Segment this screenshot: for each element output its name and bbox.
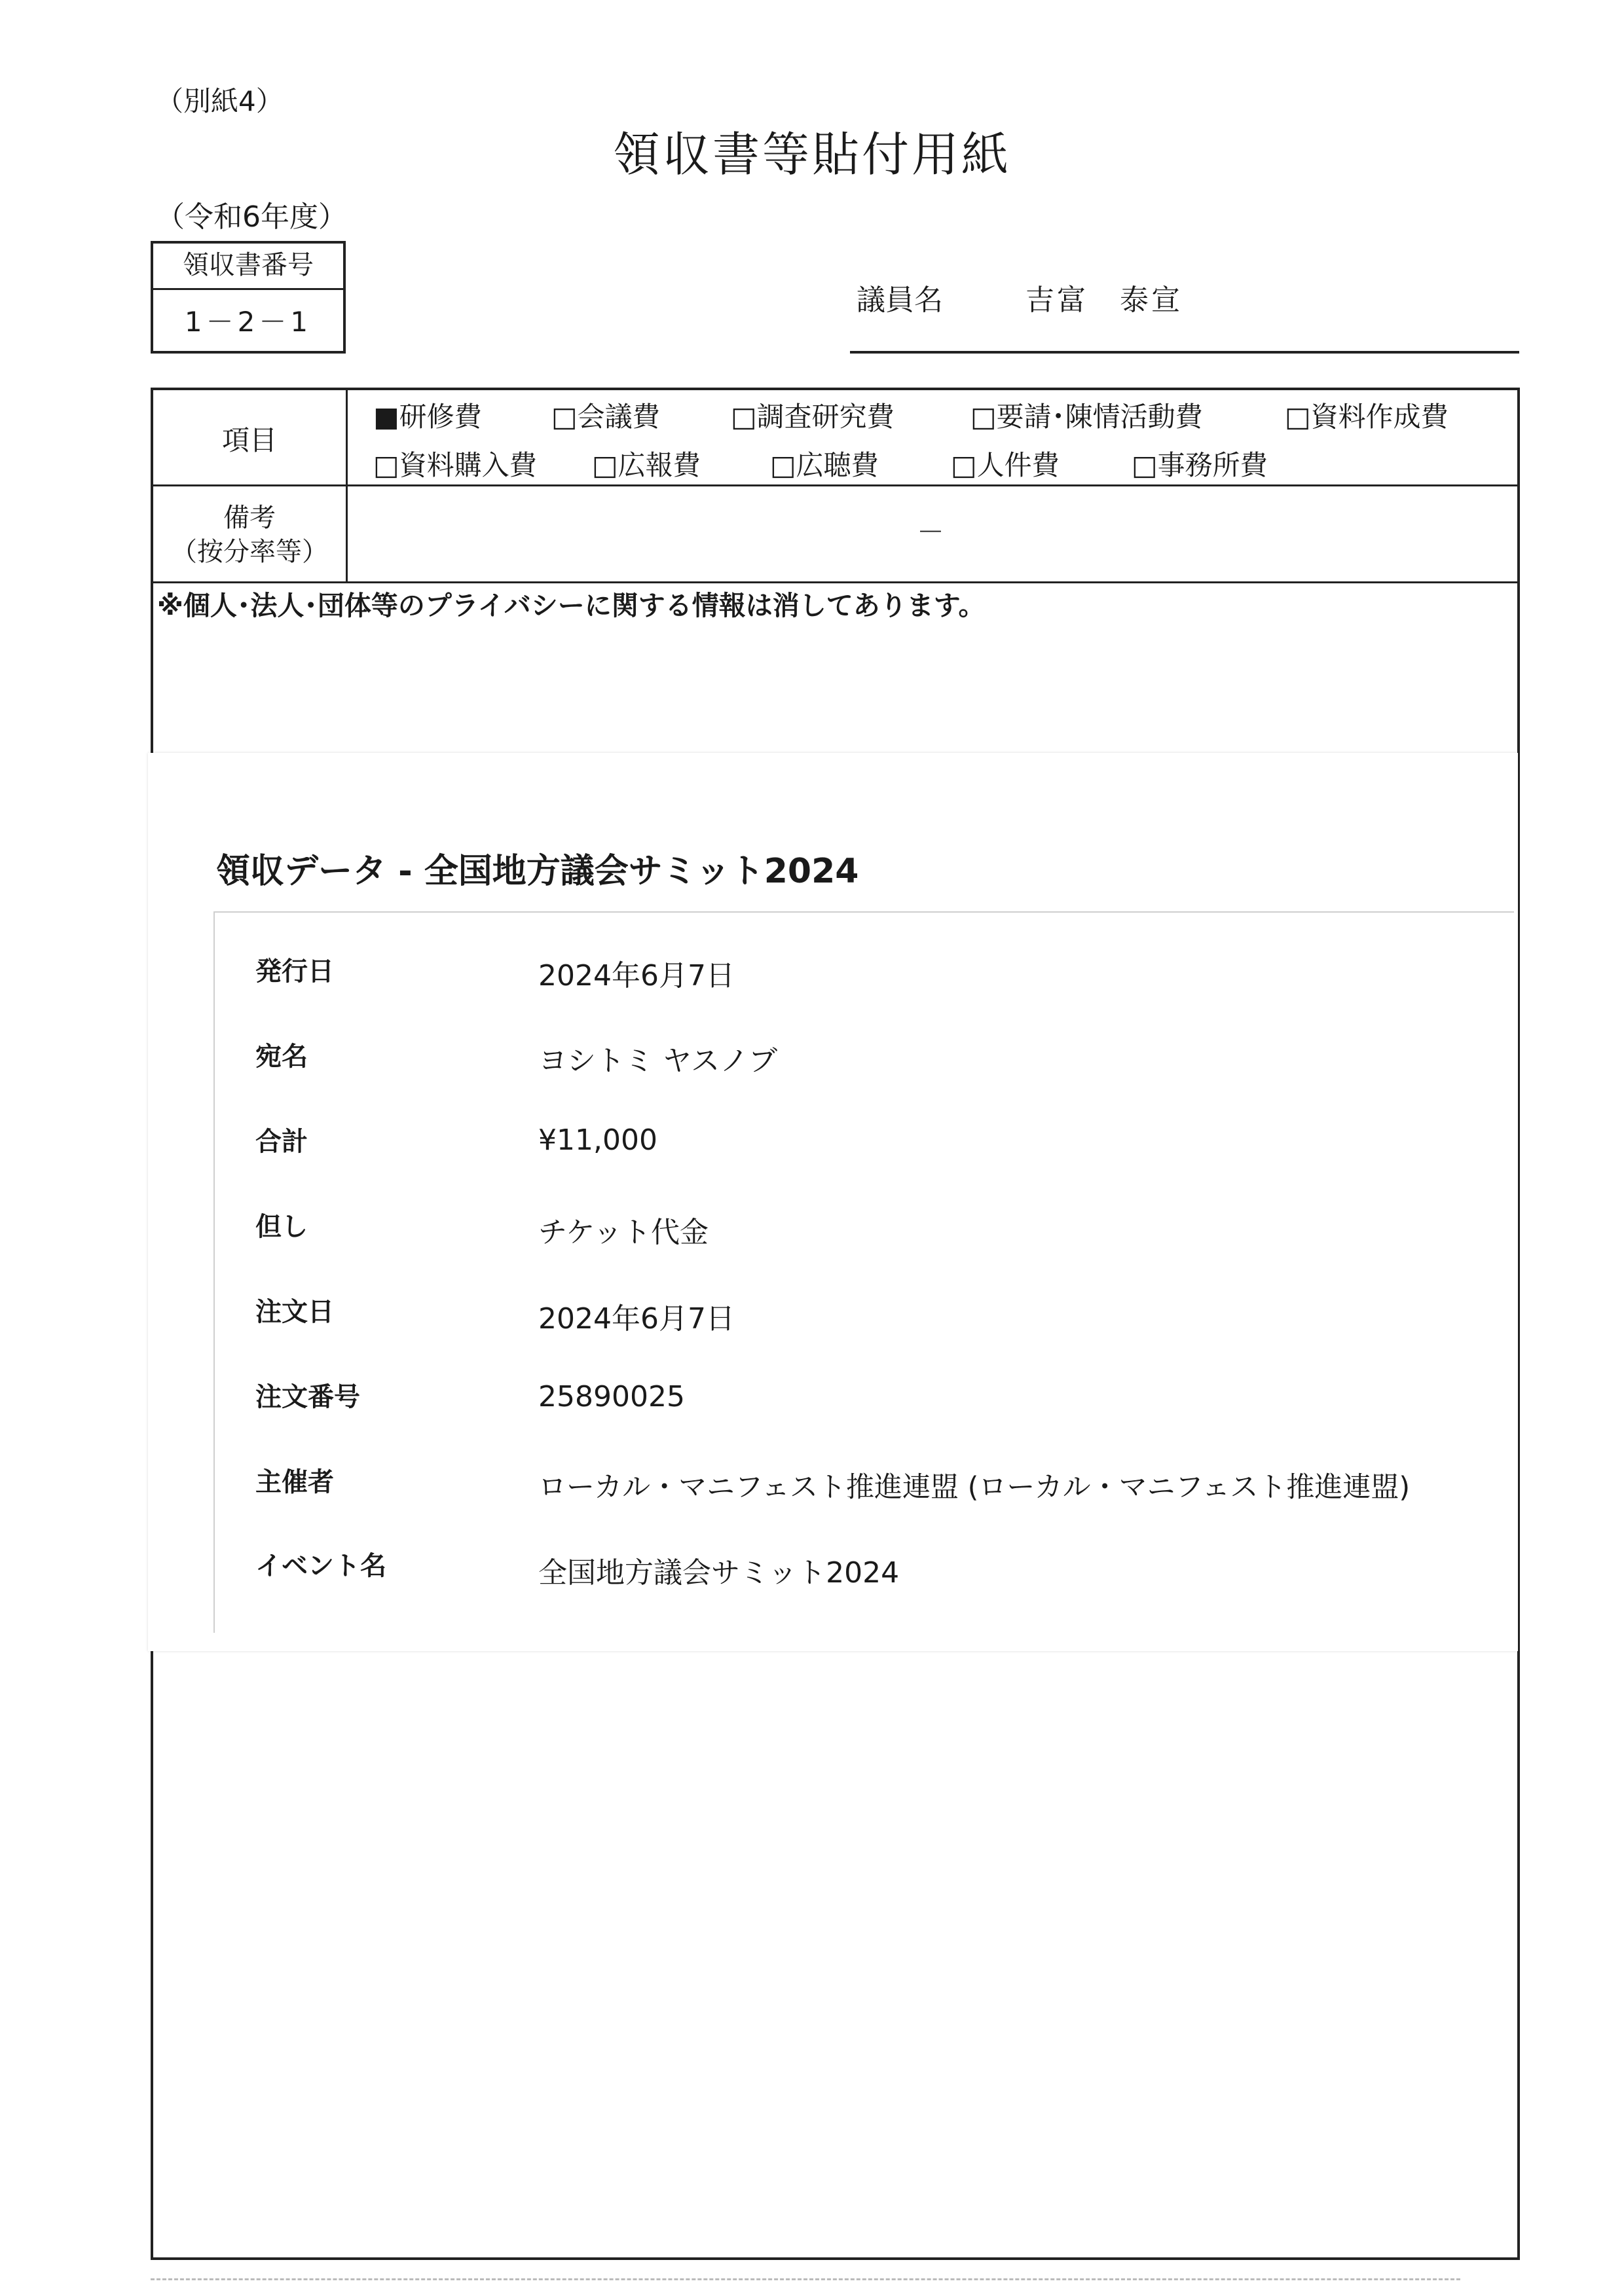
receipt-row-label: 主催者 bbox=[255, 1467, 334, 1497]
receipt-row-value: ヨシトミ ヤスノブ bbox=[538, 1044, 778, 1078]
receipt-row-label: 発行日 bbox=[255, 957, 334, 987]
member-name: 吉富 泰宣 bbox=[1025, 283, 1183, 317]
receipt-row-value: ¥11,000 bbox=[538, 1123, 657, 1157]
receipt-number-box bbox=[151, 241, 346, 354]
category-office: □事務所費 bbox=[1132, 449, 1268, 481]
annex-label: （別紙4） bbox=[156, 85, 284, 117]
member-label: 議員名 bbox=[857, 283, 943, 317]
receipt-row-value: チケット代金 bbox=[538, 1216, 709, 1249]
receipt-row-value: 2024年6月7日 bbox=[538, 959, 735, 993]
row-divider-1 bbox=[151, 484, 1520, 486]
note-value: － bbox=[917, 516, 945, 548]
note-label-line-1: 備考 bbox=[223, 503, 276, 533]
fiscal-year: （令和6年度） bbox=[156, 200, 347, 234]
receipt-row-value: 25890025 bbox=[538, 1380, 685, 1413]
category-training: ■研修費 bbox=[373, 401, 482, 433]
receipt-row-label: 注文日 bbox=[255, 1297, 334, 1327]
receipt-row-value: 全国地方議会サミット2024 bbox=[538, 1556, 900, 1590]
item-label bbox=[152, 393, 347, 484]
receipt-row-label: イベント名 bbox=[255, 1551, 386, 1581]
category-material-purchase: □資料購入費 bbox=[373, 449, 537, 481]
row-divider-2 bbox=[151, 581, 1520, 583]
category-research: □調査研究費 bbox=[731, 401, 895, 433]
item-label-text: 項目 bbox=[221, 424, 277, 456]
category-public-relations: □広報費 bbox=[592, 449, 701, 481]
receipt-table bbox=[213, 911, 1514, 1633]
category-public-hearing: □広聴費 bbox=[770, 449, 879, 481]
note-label bbox=[152, 487, 347, 583]
privacy-notice: ※個人･法人･団体等のプライバシーに関する情報は消してあります。 bbox=[157, 590, 986, 621]
receipt-heading: 領収データ - 全国地方議会サミット2024 bbox=[216, 852, 859, 891]
category-document-creation: □資料作成費 bbox=[1285, 401, 1449, 433]
member-underline bbox=[850, 351, 1519, 354]
receipt-number-value: 1－2－1 bbox=[184, 306, 312, 338]
receipt-row-label: 注文番号 bbox=[255, 1382, 360, 1412]
scan-edge bbox=[151, 2278, 1460, 2280]
category-meeting: □会議費 bbox=[551, 401, 660, 433]
category-petition: □要請･陳情活動費 bbox=[970, 401, 1203, 433]
receipt-row-label: 合計 bbox=[255, 1127, 308, 1157]
receipt-row-label: 宛名 bbox=[255, 1042, 308, 1072]
note-label-line-2: （按分率等） bbox=[171, 537, 328, 567]
receipt-row-value: ローカル・マニフェスト推進連盟 (ローカル・マニフェスト推進連盟) bbox=[538, 1471, 1411, 1504]
page-title: 領収書等貼付用紙 bbox=[612, 127, 1011, 182]
receipt-row-value: 2024年6月7日 bbox=[538, 1302, 735, 1336]
receipt-row-label: 但し bbox=[255, 1212, 308, 1242]
receipt-number-label: 領収書番号 bbox=[153, 244, 343, 290]
category-personnel: □人件費 bbox=[951, 449, 1060, 481]
